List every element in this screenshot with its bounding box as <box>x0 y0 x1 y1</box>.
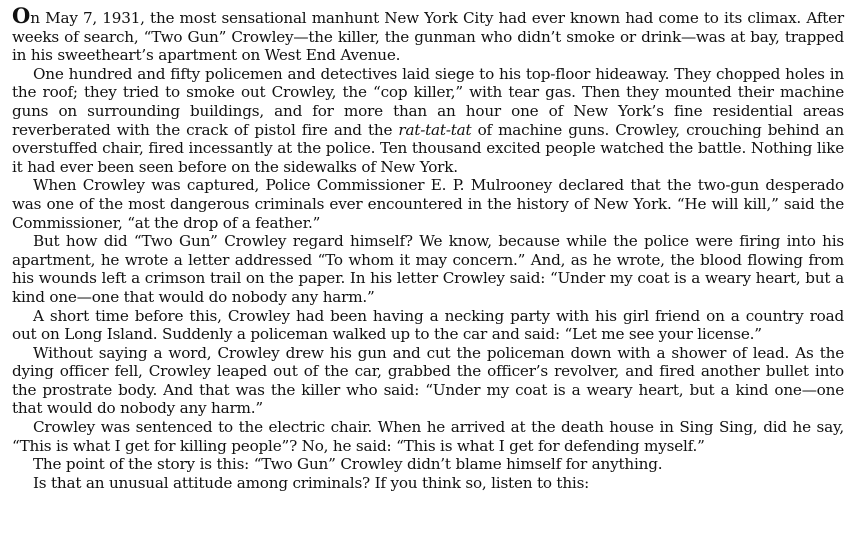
paragraph-7-text: Crowley was sentenced to the electric chair. When he arrived at the death house in Sing Sing, did he say, “This is what I get for killing people”? No, he said: “This is what I get for defending myself.” <box>12 418 844 455</box>
paragraph-1-text: n May 7, 1931, the most sensational manhunt New York City had ever known had come to its climax. After weeks of search, “Two Gun” Crowley—the killer, the gunman who didn’t smoke or drink—was at bay, trapped in his sweetheart’s apartment on West End Avenue. <box>12 9 844 65</box>
paragraph-6-text: Without saying a word, Crowley drew his gun and cut the policeman down with a shower of lead. As the dying officer fell, Crowley leaped out of the car, grabbed the officer’s revolver, and fired another bullet into the prostrate body. And that was the killer who said: “Under my coat is a weary heart, but a kind one—one that would do nobody any harm.” <box>12 343 844 418</box>
paragraph-5-text: A short time before this, Crowley had been having a necking party with his girl friend on a country road out on Long Island. Suddenly a policeman walked up to the car and said: “Let me see your license.” <box>12 306 844 344</box>
paragraph-7 <box>12 418 844 455</box>
paragraph-1 <box>12 3 844 65</box>
lead-letter: O <box>12 3 31 28</box>
paragraph-6 <box>12 344 844 418</box>
paragraph-2-emphasis: rat-tat-tat <box>398 120 472 139</box>
paragraph-4-text: But how did “Two Gun” Crowley regard himself? We know, because while the police were firing into his apartment, he wrote a letter addressed “To whom it may concern.” And, as he wrote, the blood flowing from his wounds left a crimson trail on the paper. In his letter Crowley said: “Under my coat is a weary heart, but a kind one—one that would do nobody any harm.” <box>12 232 844 306</box>
paragraph-2-text-after: of machine guns. Crowley, crouching behind an overstuffed chair, fired incessantly at the police. Ten thousand excited people watched the battle. Nothing like it had ever been seen before on the sidewalks of New York. <box>12 120 844 176</box>
paragraph-3-text: When Crowley was captured, Police Commissioner E. P. Mulrooney declared that the two-gun desperado was one of the most dangerous criminals ever encountered in the history of New York. “He will kill,” said the Commissioner, “at the drop of a feather.” <box>12 176 844 232</box>
paragraph-5 <box>12 307 844 344</box>
paragraph-2-text-before: One hundred and fifty policemen and detectives laid siege to his top-floor hideaway. They chopped holes in the roof; they tried to smoke out Crowley, the “cop killer,” with tear gas. Then they mounted their machine guns on surrounding buildings, and for more than an hour one of New York’s fine residential areas reverberated with the crack of pistol fire and the <box>12 64 844 139</box>
paragraph-4 <box>12 232 844 306</box>
paragraph-9-text: Is that an unusual attitude among criminals? If you think so, listen to this: <box>33 473 590 492</box>
paragraph-8 <box>12 455 844 474</box>
paragraph-9 <box>12 474 844 493</box>
paragraph-3 <box>12 176 844 232</box>
paragraph-8-text: The point of the story is this: “Two Gun” Crowley didn’t blame himself for anything. <box>33 455 663 474</box>
paragraph-2 <box>12 65 844 177</box>
